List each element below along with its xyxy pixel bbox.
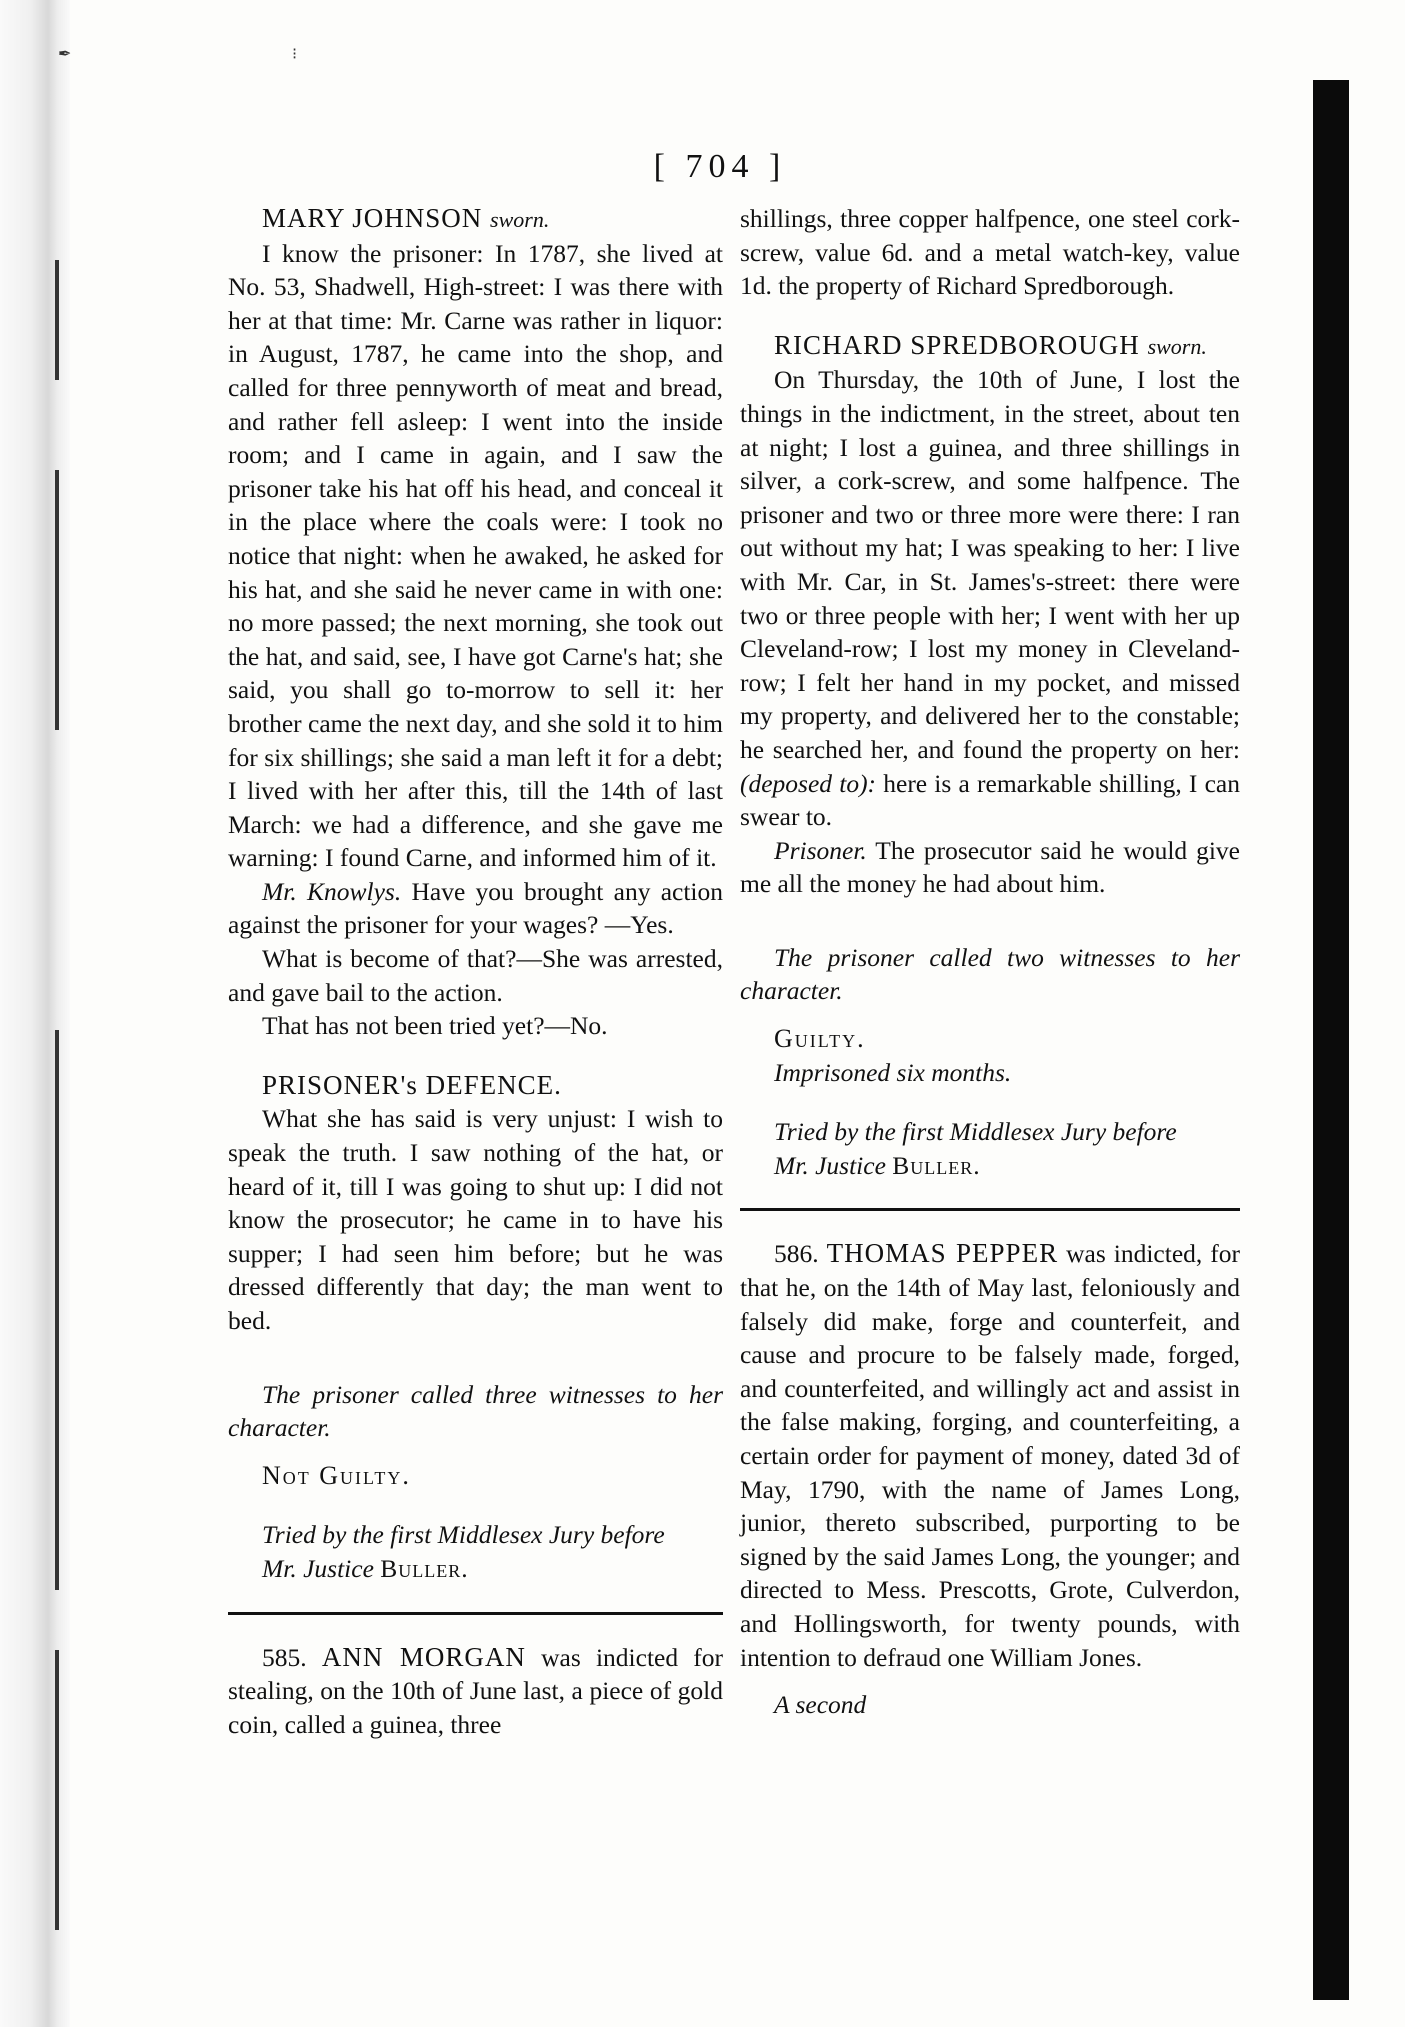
judge-line: Mr. Justice Buller. — [774, 1150, 981, 1180]
spine-mark — [55, 1650, 59, 1930]
judge-line: Mr. Justice Buller. — [262, 1553, 469, 1583]
johnson-testimony: I know the prisoner: In 1787, she lived at No. 53, Shadwell, High-street: I was there with her at that time: Mr. Carne was rather in liquor: in August, 1787, he came into the shop, and called for three pennyworth of meat and bread, and rather fell asleep: I went into the inside room; and I came in again, and I saw the prisoner take his hat off his head, and conceal it in the place where the coals were: I took no notice that night: when he awaked, he asked for his hat, and she said he never came in with one: no more passed; the next morning, she took out the hat, and said, see, I have got Carne's hat; she said, you shall go to-morrow to sell it: her brother came the next day, and she sold it to him for six shillings; she said a man left it for a debt; I lived with her after this, till the 14th of last March: we had a difference, and she gave me warning: I found Carne, and informed him of it. — [228, 238, 723, 873]
knowlys-question: Mr. Knowlys. Have you brought any action against the prisoner for your wages? —Yes. — [228, 876, 724, 940]
verdict: Not Guilty. — [262, 1460, 411, 1490]
spine-mark — [55, 470, 59, 730]
tried-by-line: Tried by the first Middlesex Jury before — [774, 1117, 1177, 1147]
margin-speck: ⁝ — [292, 46, 298, 63]
page-number: [ 704 ] — [653, 148, 787, 185]
defence-heading: PRISONER's DEFENCE. — [262, 1069, 562, 1100]
margin-speck: ✒ — [58, 46, 72, 63]
sentence: Imprisoned six months. — [774, 1057, 1012, 1087]
witnesses-note: The prisoner called three witnesses to her character. — [228, 1379, 723, 1443]
exchange-line: What is become of that?—She was arrested, and gave bail to the action. — [228, 944, 723, 1007]
witness-heading-johnson: MARY JOHNSON sworn. — [262, 203, 550, 233]
case-585: 585. ANN MORGAN was indicted for stealing, on the 10th of June last, a piece of gold coin, called a guinea, three — [228, 1641, 724, 1739]
catchword: A second — [774, 1690, 867, 1720]
left-column — [228, 202, 723, 1741]
witnesses-note: The prisoner called two witnesses to her character. — [740, 942, 1240, 1006]
right-column — [740, 202, 1240, 1722]
case-586: 586. THOMAS PEPPER was indicted, for that he, on the 14th of May last, feloniously and falsely did make, forge and counterfeit, and cause and procure to be falsely made, forged, and counterfeited, and willingly act and assist in the false making, forging, and counterfeiting, a certain order for payment of money, dated 3d of May, 1790, with the name of James Long, junior, thereto subscribed, purporting to be signed by the said James Long, the younger; and directed to Mess. Prescotts, Grote, Culverdon, and Hollingsworth, for twenty pounds, with intention to defraud one William Jones. — [740, 1238, 1241, 1672]
continuation-text: shillings, three copper halfpence, one steel cork-screw, value 6d. and a metal watch-key, value 1d. the property of Richard Spredborough. — [740, 204, 1240, 301]
witness-heading-spredborough: RICHARD SPREDBOROUGH sworn. — [774, 329, 1207, 360]
exchange-line: That has not been tried yet?—No. — [262, 1011, 608, 1041]
spine-mark — [55, 260, 59, 380]
spine-mark — [55, 1030, 59, 1590]
tried-by-line: Tried by the first Middlesex Jury before — [262, 1520, 665, 1550]
prisoner-statement: Prisoner. The prosecutor said he would give me all the money he had about him. — [740, 835, 1240, 899]
page-edge-shadow — [1313, 80, 1349, 2000]
defence-text: What she has said is very unjust: I wish to speak the truth. I saw nothing of the hat, or heard of it, till I was going to shut up: I did not know the prosecutor; he came in to have his supper; I had seen him before; but he was dressed differently that day; the man went to bed. — [228, 1104, 723, 1335]
spredborough-testimony: On Thursday, the 10th of June, I lost the things in the indictment, in the street, about ten at night; I lost a guinea, and three shillings in silver, a cork-screw, and some halfpence. The prisoner and two or three more were there: I ran out without my hat; I was speaking to her: I live with Mr. Car, in St. James's-street: there were two or three people with her; I went with her up Cleveland-row; I lost my money in Cleveland-row; I felt her hand in my pocket, and missed my property, and delivered her to the constable; he searched her, and found the property on her: (deposed to): here is a remarkable shilling, I can swear to. — [740, 365, 1240, 832]
verdict: Guilty. — [774, 1024, 866, 1054]
book-spine-shadow — [0, 0, 70, 2027]
